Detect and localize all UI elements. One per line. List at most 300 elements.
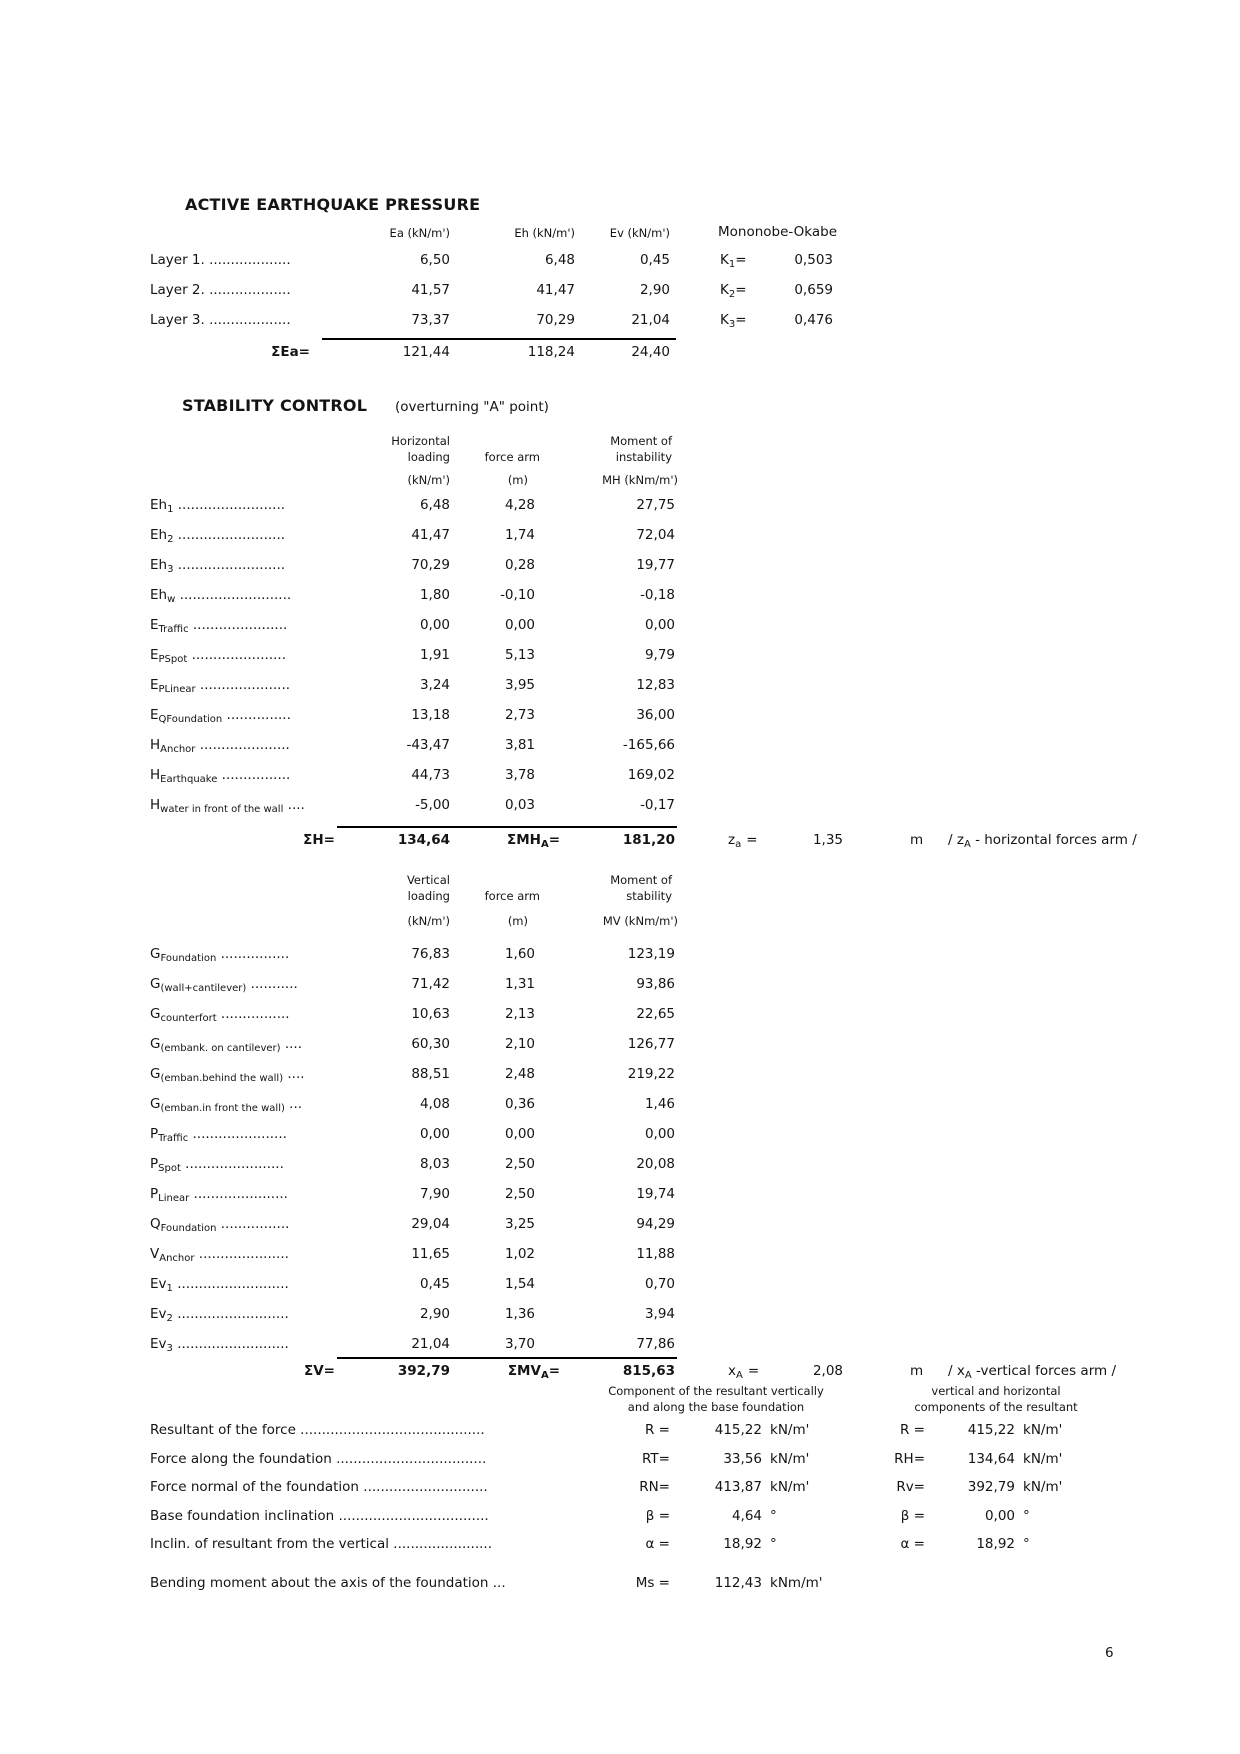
k-coefficient-label: $K_1=$ (720, 252, 747, 270)
leader-dots: ...................... (187, 647, 286, 663)
right-resultant-header (810, 1383, 1182, 1415)
symbol-left: RT= (642, 1450, 670, 1467)
force-subscript: w (167, 594, 176, 605)
resultant-row (0, 1575, 1240, 1604)
force-label (150, 1066, 305, 1084)
moment-value: -0,17 (640, 797, 675, 813)
arm-value: 3,70 (504, 1336, 535, 1352)
vertical-load-row (0, 1276, 1240, 1306)
moment-value: 93,86 (636, 976, 675, 992)
z-arm-note: / $z_A$ - horizontal forces arm / (948, 832, 1137, 850)
leader-dots: .......................... (172, 1306, 289, 1322)
loading-value: 60,30 (411, 1036, 450, 1052)
force-subscript: 2 (166, 1313, 173, 1324)
earthquake-sum-rule (322, 338, 676, 340)
resultant-label: Inclin. of resultant from the vertical ....................... (150, 1536, 492, 1552)
vertical-load-row (0, 1216, 1240, 1246)
h-unit-arm: (m) (507, 473, 528, 487)
force-subscript: PSpot (158, 654, 188, 665)
force-label (150, 1276, 289, 1294)
page-number: 6 (1105, 1645, 1114, 1661)
moment-value: 19,77 (636, 557, 675, 573)
earthquake-rows (0, 252, 1240, 342)
arm-value: -0,10 (500, 587, 535, 603)
moment-value: 72,04 (636, 527, 675, 543)
sum-ea-value: 121,44 (402, 344, 450, 360)
vertical-load-row (0, 946, 1240, 976)
earthquake-sum-row (0, 344, 1240, 364)
loading-value: 0,45 (419, 1276, 450, 1292)
vertical-load-row (0, 1096, 1240, 1126)
force-subscript: Traffic (158, 624, 189, 635)
vertical-load-row (0, 1156, 1240, 1186)
resultant-label: Base foundation inclination ................................... (150, 1507, 489, 1524)
force-subscript: 3 (167, 564, 174, 575)
value-left: 413,87 (714, 1479, 762, 1495)
x-arm-unit: m (910, 1363, 924, 1379)
resultant-label: Bending moment about the axis of the foundation ... (150, 1574, 506, 1591)
sum-mv-label: $\Sigma MV_A=$ (507, 1363, 560, 1381)
force-subscript: (emban.behind the wall) (160, 1073, 284, 1084)
horizontal-load-row (0, 707, 1240, 737)
value-right: 415,22 (967, 1422, 1015, 1438)
vertical-load-row (0, 1246, 1240, 1276)
unit-right: kN/m' (1023, 1422, 1063, 1438)
arm-value: 2,50 (504, 1186, 535, 1202)
force-symbol: Eh (150, 557, 168, 573)
leader-dots: .... (283, 797, 305, 813)
force-subscript: Traffic (158, 1133, 189, 1144)
force-subscript: PLinear (158, 684, 196, 695)
leader-dots: ...................... (188, 617, 288, 633)
force-symbol: H (150, 767, 161, 783)
x-arm-symbol: $x_A$ = (728, 1363, 760, 1381)
unit-left: ° (770, 1536, 777, 1552)
symbol-left: Ms = (635, 1574, 670, 1591)
force-symbol: G (150, 1036, 161, 1052)
force-label (150, 497, 285, 515)
z-arm-unit: m (910, 832, 924, 848)
moment-value: 126,77 (627, 1036, 675, 1052)
leader-dots: ..................... (194, 1246, 289, 1262)
force-symbol: E (150, 707, 159, 723)
leader-dots: ....................... (180, 1156, 284, 1172)
force-subscript: Anchor (159, 1253, 195, 1264)
loading-value: 2,90 (419, 1306, 450, 1322)
moment-value: 27,75 (636, 497, 675, 513)
horizontal-load-row (0, 767, 1240, 797)
resultant-label: Force normal of the foundation ............................. (150, 1479, 488, 1495)
moment-value: 12,83 (636, 677, 675, 693)
resultant-row (0, 1422, 1240, 1451)
unit-left: kN/m' (770, 1450, 810, 1467)
force-label (150, 647, 286, 665)
loading-value: 0,00 (419, 617, 450, 633)
section-title-earthquake: ACTIVE EARTHQUAKE PRESSURE (185, 195, 481, 214)
moment-value: 0,00 (644, 1126, 675, 1142)
ea-value: 41,57 (411, 282, 450, 298)
leader-dots: ................... (204, 282, 291, 298)
k-coefficient-value: 0,476 (794, 312, 833, 328)
arm-value: 2,13 (504, 1006, 535, 1022)
symbol-left: RN= (639, 1479, 670, 1495)
k-coefficient-label: $K_2=$ (720, 282, 747, 300)
resultant-row (0, 1536, 1240, 1565)
arm-value: 0,00 (504, 1126, 535, 1142)
layer-name: Layer 1. (150, 252, 205, 268)
unit-left: kN/m' (770, 1422, 810, 1438)
arm-value: 1,74 (504, 527, 535, 543)
force-label (150, 1096, 302, 1114)
leader-dots: ...................... (188, 1126, 287, 1142)
value-left: 415,22 (714, 1422, 762, 1438)
unit-right: ° (1023, 1536, 1030, 1552)
force-subscript: Foundation (160, 1223, 217, 1234)
force-symbol: Eh (150, 527, 168, 543)
horizontal-sum-row (0, 832, 1240, 852)
force-symbol: G (150, 1066, 161, 1082)
ea-value: 6,50 (419, 252, 450, 268)
force-subscript: counterfort (160, 1013, 217, 1024)
moment-value: 0,00 (644, 617, 675, 633)
resultant-row (0, 1451, 1240, 1480)
leader-dots: .......................... (172, 1336, 289, 1352)
force-symbol: H (150, 737, 161, 753)
force-label (150, 587, 291, 605)
force-symbol: Q (150, 1216, 161, 1232)
h-unit-moment: MH (kNm/m') (602, 473, 678, 487)
h-head-moment-1: Moment of (610, 434, 672, 448)
force-label (150, 1126, 287, 1144)
col-header-eh: Eh (kN/m') (514, 226, 575, 240)
moment-value: 219,22 (627, 1066, 675, 1082)
ev-value: 21,04 (631, 312, 670, 328)
method-label: Mononobe-Okabe (718, 224, 838, 240)
layer-label (150, 252, 291, 268)
arm-value: 2,48 (504, 1066, 535, 1082)
h-head-loading-1: Horizontal (391, 434, 450, 448)
value-right: 18,92 (976, 1536, 1015, 1552)
loading-value: 8,03 (419, 1156, 450, 1172)
force-symbol: E (150, 647, 159, 663)
loading-value: 88,51 (411, 1066, 450, 1082)
arm-value: 3,81 (504, 737, 535, 753)
vertical-load-row (0, 1036, 1240, 1066)
k-coefficient-value: 0,659 (794, 282, 833, 298)
vertical-load-row (0, 1066, 1240, 1096)
leader-dots: .......................... (172, 1276, 289, 1292)
arm-value: 1,36 (504, 1306, 535, 1322)
sum-h-label: ΣH= (303, 832, 335, 848)
leader-dots: ................ (216, 1216, 290, 1232)
loading-value: 76,83 (411, 946, 450, 962)
h-head-moment-2: instability (615, 450, 672, 464)
arm-value: 0,00 (504, 617, 535, 633)
force-symbol: E (150, 677, 159, 693)
horizontal-load-row (0, 527, 1240, 557)
force-label (150, 1036, 302, 1054)
leader-dots: ... (284, 1096, 303, 1112)
horizontal-load-row (0, 617, 1240, 647)
leader-dots: ......................... (173, 557, 286, 573)
vertical-load-row (0, 976, 1240, 1006)
layer-name: Layer 3. (150, 312, 205, 328)
arm-value: 2,50 (504, 1156, 535, 1172)
left-resultant-header-line1: Component of the resultant vertically (608, 1384, 824, 1398)
loading-value: 7,90 (419, 1186, 450, 1202)
force-label (150, 767, 290, 785)
arm-value: 0,36 (504, 1096, 535, 1112)
vertical-load-row (0, 1006, 1240, 1036)
right-resultant-header-line1: vertical and horizontal (931, 1384, 1061, 1398)
resultant-label: Force along the foundation ................................... (150, 1450, 487, 1467)
leader-dots: .... (283, 1066, 305, 1082)
moment-value: 3,94 (644, 1306, 675, 1322)
force-label (150, 1156, 284, 1174)
vertical-load-rows (0, 946, 1240, 1366)
col-header-ev: Ev (kN/m') (609, 226, 670, 240)
arm-value: 3,95 (504, 677, 535, 693)
leader-dots: ..................... (195, 677, 291, 693)
arm-value: 0,28 (504, 557, 535, 573)
loading-value: 70,29 (411, 557, 450, 573)
v-head-loading-2: loading (407, 889, 450, 903)
ev-value: 2,90 (639, 282, 670, 298)
vertical-load-row (0, 1186, 1240, 1216)
unit-right: kN/m' (1023, 1450, 1063, 1467)
right-resultant-header-line2: components of the resultant (914, 1400, 1078, 1414)
leader-dots: .... (280, 1036, 303, 1052)
force-symbol: G (150, 946, 161, 962)
v-unit-arm: (m) (507, 914, 528, 928)
value-left: 18,92 (723, 1536, 762, 1552)
ea-value: 73,37 (411, 312, 450, 328)
earthquake-layer-row (0, 282, 1240, 312)
force-subscript: 3 (166, 1343, 173, 1354)
unit-left: ° (770, 1507, 777, 1524)
leader-dots: ......................... (173, 527, 286, 543)
force-symbol: V (150, 1246, 160, 1262)
force-subscript: water in front of the wall (160, 804, 284, 815)
horizontal-load-row (0, 797, 1240, 827)
unit-right: ° (1023, 1507, 1030, 1524)
unit-right: kN/m' (1023, 1479, 1063, 1495)
arm-value: 3,25 (504, 1216, 535, 1232)
vertical-load-row (0, 1336, 1240, 1366)
sum-h-value: 134,64 (397, 832, 450, 848)
loading-value: 3,24 (419, 677, 450, 693)
loading-value: 1,91 (419, 647, 450, 663)
arm-value: 1,31 (504, 976, 535, 992)
loading-value: 1,80 (419, 587, 450, 603)
moment-value: 9,79 (644, 647, 675, 663)
arm-value: 2,10 (504, 1036, 535, 1052)
force-symbol: G (150, 1096, 161, 1112)
symbol-right: Rv= (896, 1479, 925, 1495)
arm-value: 1,54 (504, 1276, 535, 1292)
resultant-row (0, 1479, 1240, 1508)
symbol-right: R = (900, 1422, 925, 1438)
moment-value: -0,18 (640, 587, 675, 603)
sum-v-label: ΣV= (304, 1363, 335, 1379)
force-label (150, 1186, 288, 1204)
k-coefficient-value: 0,503 (794, 252, 833, 268)
leader-dots: ......................... (173, 497, 286, 513)
horizontal-load-row (0, 557, 1240, 587)
x-arm-value: 2,08 (812, 1363, 843, 1379)
moment-value: 169,02 (627, 767, 675, 783)
force-subscript: (wall+cantilever) (160, 983, 247, 994)
force-subscript: (embank. on cantilever) (160, 1043, 281, 1054)
force-label (150, 677, 290, 695)
force-symbol: Ev (150, 1306, 167, 1322)
moment-value: 123,19 (627, 946, 675, 962)
force-label (150, 1246, 289, 1264)
moment-value: -165,66 (622, 737, 675, 753)
force-label (150, 557, 285, 575)
layer-label (150, 312, 291, 328)
x-arm-note: / $x_A$ -vertical forces arm / (948, 1363, 1117, 1381)
symbol-left: α = (645, 1536, 670, 1552)
leader-dots: .......................... (175, 587, 292, 603)
ev-value: 0,45 (639, 252, 670, 268)
resultant-rows (0, 1422, 1240, 1603)
resultant-label: Resultant of the force ........................................... (150, 1422, 485, 1438)
leader-dots: ........... (246, 976, 298, 992)
v-head-loading-1: Vertical (406, 873, 450, 887)
v-head-moment-2: stability (626, 889, 672, 903)
vertical-load-row (0, 1126, 1240, 1156)
moment-value: 0,70 (644, 1276, 675, 1292)
force-label (150, 946, 289, 964)
symbol-left: R = (645, 1422, 670, 1438)
h-head-loading-2: loading (407, 450, 450, 464)
v-unit-moment: MV (kNm/m') (602, 914, 678, 928)
horizontal-load-rows (0, 497, 1240, 827)
force-symbol: G (150, 976, 161, 992)
force-subscript: Earthquake (160, 774, 218, 785)
symbol-right: α = (900, 1536, 925, 1552)
force-subscript: 1 (167, 504, 174, 515)
loading-value: 21,04 (411, 1336, 450, 1352)
k-coefficient-label: $K_3=$ (720, 312, 747, 330)
force-label (150, 707, 291, 725)
z-arm-symbol: $z_a$ = (728, 832, 758, 850)
leader-dots: ................ (216, 946, 290, 962)
arm-value: 2,73 (504, 707, 535, 723)
moment-value: 94,29 (636, 1216, 675, 1232)
force-symbol: H (150, 797, 161, 813)
moment-value: 22,65 (636, 1006, 675, 1022)
loading-value: 44,73 (411, 767, 450, 783)
sum-mh-label: $\Sigma MH_A=$ (506, 832, 560, 850)
loading-value: -5,00 (415, 797, 450, 813)
force-symbol: Eh (150, 587, 168, 603)
force-label (150, 976, 298, 994)
force-symbol: G (150, 1006, 161, 1022)
leader-dots: ............... (222, 707, 291, 723)
vertical-sum-row (0, 1363, 1240, 1383)
z-arm-value: 1,35 (812, 832, 843, 848)
loading-value: 4,08 (419, 1096, 450, 1112)
loading-value: 13,18 (411, 707, 450, 723)
force-label (150, 1216, 289, 1234)
force-subscript: 1 (166, 1283, 173, 1294)
force-subscript: Foundation (160, 953, 217, 964)
arm-value: 1,60 (504, 946, 535, 962)
force-label (150, 527, 285, 545)
arm-value: 3,78 (504, 767, 535, 783)
stability-subtitle: (overturning "A" point) (395, 399, 549, 415)
force-subscript: (emban.in front the wall) (160, 1103, 285, 1114)
force-label (150, 1306, 289, 1324)
force-subscript: Linear (158, 1193, 190, 1204)
loading-value: 29,04 (411, 1216, 450, 1232)
moment-value: 36,00 (636, 707, 675, 723)
value-left: 4,64 (731, 1507, 762, 1524)
v-head-moment-1: Moment of (610, 873, 672, 887)
v-unit-loading: (kN/m') (407, 914, 450, 928)
eh-value: 6,48 (544, 252, 575, 268)
force-subscript: Spot (158, 1163, 181, 1174)
value-right: 0,00 (984, 1507, 1015, 1524)
sum-ea-label: ΣEa= (271, 344, 310, 360)
force-subscript: QFoundation (158, 714, 223, 725)
loading-value: 41,47 (411, 527, 450, 543)
force-label (150, 737, 290, 755)
leader-dots: ................ (216, 1006, 290, 1022)
arm-value: 4,28 (504, 497, 535, 513)
sum-ev-value: 24,40 (631, 344, 670, 360)
loading-value: 0,00 (419, 1126, 450, 1142)
loading-value: 71,42 (411, 976, 450, 992)
horizontal-sum-rule (337, 826, 677, 828)
value-left: 33,56 (723, 1450, 762, 1467)
loading-value: 6,48 (419, 497, 450, 513)
leader-dots: ...................... (189, 1186, 288, 1202)
force-symbol: Ev (150, 1276, 167, 1292)
left-resultant-header-line2: and along the base foundation (627, 1400, 805, 1414)
value-left: 112,43 (714, 1574, 762, 1591)
earthquake-layer-row (0, 252, 1240, 282)
force-symbol: Eh (150, 497, 168, 513)
moment-value: 19,74 (636, 1186, 675, 1202)
h-unit-loading: (kN/m') (407, 473, 450, 487)
vertical-sum-rule (337, 1357, 677, 1359)
eh-value: 41,47 (536, 282, 575, 298)
unit-left: kNm/m' (770, 1574, 823, 1591)
vertical-load-row (0, 1306, 1240, 1336)
value-right: 134,64 (967, 1450, 1015, 1467)
loading-value: 10,63 (411, 1006, 450, 1022)
value-right: 392,79 (967, 1479, 1015, 1495)
force-label (150, 797, 305, 815)
arm-value: 5,13 (504, 647, 535, 663)
layer-label (150, 282, 291, 298)
leader-dots: ................... (204, 312, 291, 328)
force-label (150, 1006, 290, 1024)
symbol-right: RH= (894, 1450, 925, 1467)
force-symbol: P (150, 1186, 159, 1202)
symbol-right: β = (900, 1507, 925, 1524)
h-head-arm: force arm (484, 450, 540, 464)
eh-value: 70,29 (536, 312, 575, 328)
horizontal-load-row (0, 647, 1240, 677)
moment-value: 77,86 (636, 1336, 675, 1352)
sum-eh-value: 118,24 (527, 344, 575, 360)
horizontal-load-row (0, 587, 1240, 617)
force-label (150, 1336, 289, 1354)
